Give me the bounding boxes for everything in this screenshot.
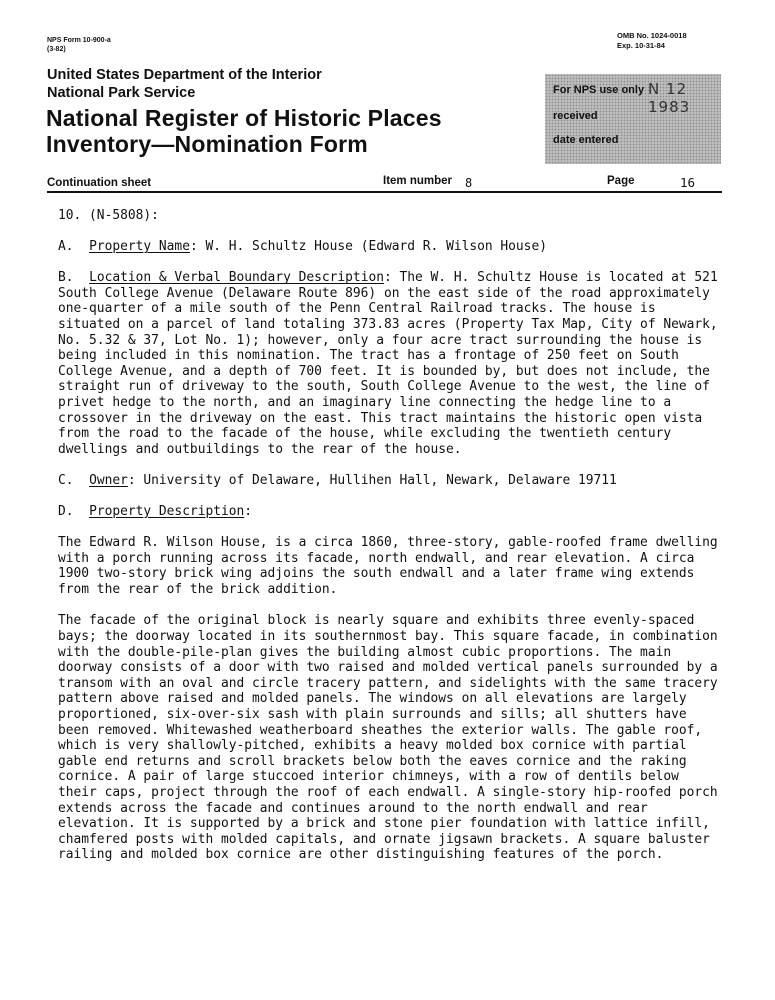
form-revision: (3-82) <box>47 46 66 53</box>
agency-name: National Park Service <box>47 85 196 101</box>
received-label: received <box>553 110 598 122</box>
nps-use-box <box>545 74 721 164</box>
form-identifier <box>47 36 111 54</box>
location-boundary-item <box>58 270 718 457</box>
description-paragraph-2: The facade of the original block is nearly square and exhibits three evenly-spaced bays; the doorway located in its southernmost bay. This square facade, in combination with the double-pile-plan gives the building almost cubic proportions. The main doorway consists of a door with two raised and molded vertical panels surrounded by a transom with an oval and circle tracery pattern, and sidelights with the same tracery pattern above raised and molded panels. The windows on all elevations are largely proportioned, six-over-six sash with plain surrounds and sills; all shutters have been removed. Whitewashed weatherboard sheathes the exterior walls. The gable roof, which is very shallowly-pitched, exhibits a heavy molded box cornice with partial gable end returns and scroll brackets below both the eaves cornice and the raking cornice. A pair of large stuccoed interior chimneys, with a row of dentils below their caps, project through the roof of each endwall. A single-story hip-roofed porch extends across the facade and continues around to the north endwall and rear elevation. It is supported by a brick and stone pier foundation with lattice infill, chamfered posts with molded capitals, and ornate jigsawn brackets. A square baluster railing and molded box cornice are other distinguishing features of the porch. <box>58 613 718 863</box>
owner-text: : University of Delaware, Hullihen Hall, Newark, Delaware 19711 <box>127 472 617 488</box>
nps-use-label: For NPS use only <box>553 84 645 96</box>
form-title-line-2: Inventory—Nomination Form <box>46 131 368 157</box>
document-body <box>58 208 718 863</box>
property-name-item <box>58 239 718 255</box>
omb-block <box>617 31 687 51</box>
received-date-stamp: N 12 1983 <box>648 80 691 116</box>
page-label: Page <box>607 175 635 187</box>
owner-item <box>58 473 718 489</box>
property-name-text: : W. H. Schultz House (Edward R. Wilson House) <box>189 239 547 255</box>
item-number-value: 8 <box>465 176 473 190</box>
form-title-line-1: National Register of Historic Places <box>46 105 442 131</box>
property-name-heading: Property Name <box>89 239 190 255</box>
location-boundary-heading: Location & Verbal Boundary Description <box>89 270 384 286</box>
department-name: United States Department of the Interior <box>47 67 322 83</box>
owner-heading: Owner <box>89 472 128 488</box>
header-rule <box>47 191 722 193</box>
location-boundary-text: : The W. H. Schultz House is located at 521 South College Avenue (Delaware Route 896) on the east side of the road approximately one-quarter of a mile south of the Penn Central Railroad tracks. The house is situated on a parcel of land totaling 373.83 acres (Property Tax Map, City of Newark, No. 5.32 & 37, Lot No. 1); however, only a four acre tract surrounding the house is being included in this nomination. The tract has a frontage of 250 feet on South College Avenue, and a depth of 700 feet. It is bounded by, but does not include, the straight run of driveway to the south, South College Avenue to the west, the line of privet hedge to the north, and an imaginary line connecting the hedge line to a crossover in the driveway on the east. This tract maintains the historic open vista from the road to the facade of the house, while excluding the twentieth century dwellings and outbuildings to the rear of the house. <box>58 270 718 457</box>
property-description-heading: Property Description <box>89 503 245 519</box>
item-number-label: Item number <box>383 175 453 187</box>
date-entered-label: date entered <box>553 134 619 146</box>
property-description-item <box>58 504 718 520</box>
item-c-prefix: C. <box>58 472 74 488</box>
description-paragraph-1: The Edward R. Wilson House, is a circa 1860, three-story, gable-roofed frame dwelling with a porch running across its facade, north endwall, and rear elevation. A circa 1900 two-story brick wing adjoins the south endwall and a later frame wing extends from the rear of the brick addition. <box>58 535 718 597</box>
item-a-prefix: A. <box>58 239 74 255</box>
item-b-prefix: B. <box>58 270 74 286</box>
page-number-value: 16 <box>680 175 696 190</box>
item-d-prefix: D. <box>58 503 74 519</box>
continuation-sheet-label: Continuation sheet <box>47 177 152 189</box>
form-number: NPS Form 10-900-a <box>47 37 111 44</box>
section-identifier: 10. (N-5808): <box>58 208 159 223</box>
omb-expiration: Exp. 10-31-84 <box>617 41 665 50</box>
omb-number: OMB No. 1024-0018 <box>617 31 687 40</box>
property-description-colon: : <box>244 503 253 519</box>
